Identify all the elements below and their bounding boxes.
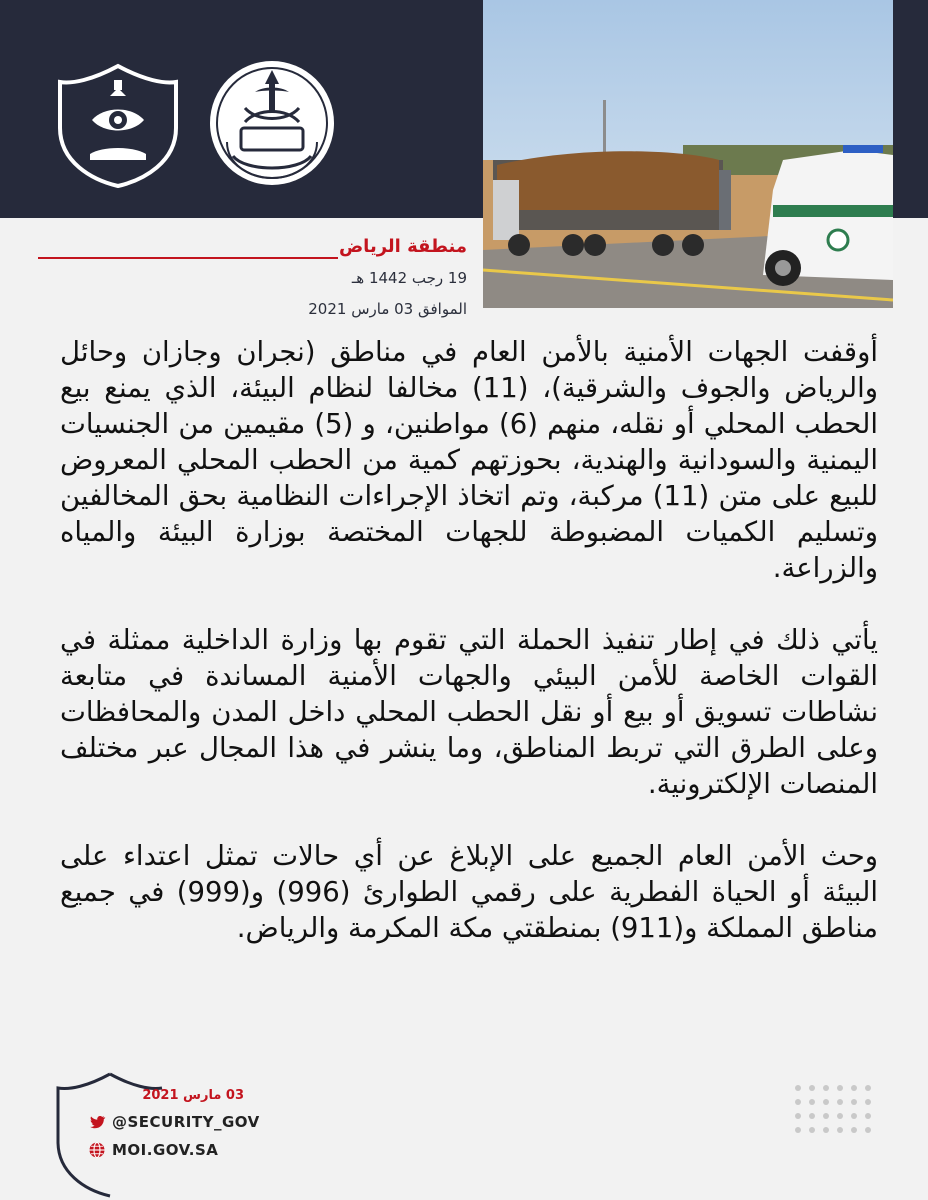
region-title: منطقة الرياض bbox=[338, 236, 467, 257]
twitter-handle-link[interactable] bbox=[88, 1110, 260, 1134]
website-link[interactable] bbox=[88, 1138, 218, 1162]
decorative-dot-pattern bbox=[790, 1080, 886, 1144]
news-body bbox=[60, 334, 878, 982]
website-url: MOI.GOV.SA bbox=[112, 1141, 219, 1159]
twitter-icon bbox=[88, 1113, 106, 1131]
globe-icon bbox=[88, 1141, 106, 1159]
public-security-logo bbox=[52, 62, 184, 190]
region-divider bbox=[38, 257, 338, 259]
paragraph-3: وحث الأمن العام الجميع على الإبلاغ عن أي حالات تمثل اعتداء على البيئة أو الحياة الفطرية على رقمي الطوارئ (996) و(999) في جميع مناطق المملكة و(911) بمنطقتي مكة المكرمة والرياض. bbox=[60, 840, 878, 944]
paragraph-2: يأتي ذلك في إطار تنفيذ الحملة التي تقوم بها وزارة الداخلية ممثلة في القوات الخاصة للأمن البيئي والجهات الأمنية المساندة في متابعة نشاطات تسويق أو بيع أو نقل الحطب المحلي داخل المدن والمحافظات وعلى الطرق التي تربط المناطق، وما ينشر في هذا المجال عبر مختلف المنصات الإلكترونية. bbox=[60, 624, 878, 800]
paragraph-1: أوقفت الجهات الأمنية بالأمن العام في مناطق (نجران وجازان وحائل والرياض والجوف والشرقية)، (11) مخالفا لنظام البيئة، الذي يمنع بيع الحطب المحلي أو نقله، منهم (6) مواطنين، و (5) مقيمين من الجنسيات اليمنية والسودانية والهندية، بحوزتهم كمية من الحطب المحلي المعروض للبيع على متن (11) مركبة، وتم اتخاذ الإجراءات النظامية بحق المخالفين وتسليم الكميات المضبوطة للجهات المختصة بوزارة البيئة والمياه والزراعة. bbox=[60, 336, 878, 584]
hijri-date: 19 رجب 1442 هـ bbox=[351, 269, 467, 287]
ministry-of-interior-logo bbox=[205, 56, 339, 190]
twitter-handle: @SECURITY_GOV bbox=[112, 1113, 260, 1131]
gregorian-date: الموافق 03 مارس 2021 bbox=[308, 300, 467, 318]
footer-date: 03 مارس 2021 bbox=[142, 1088, 244, 1103]
news-photo bbox=[483, 0, 893, 308]
